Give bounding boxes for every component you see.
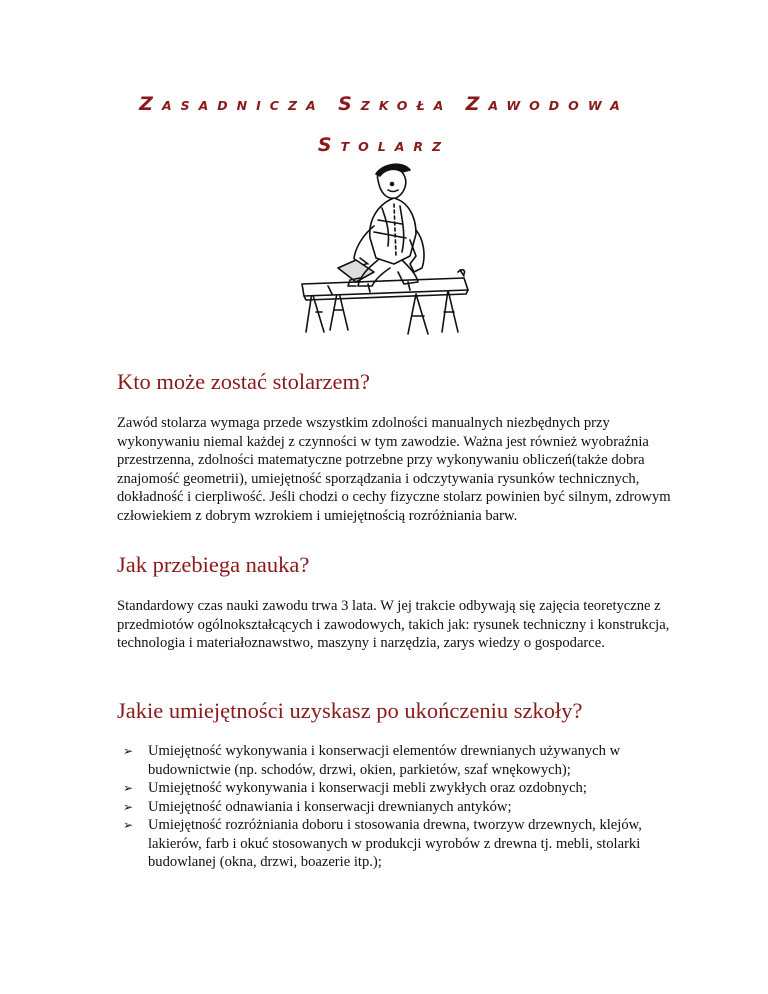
section-text-learning: Standardowy czas nauki zawodu trwa 3 lata. W jej trakcie odbywają się zajęcia teoretyczne z przedmiotów ogólnokształcących i zawodowych, takich jak: rysunek techniczny i konstrukcja, technologia i materiałoznawstwo, maszyny i narzędzia, zarys wiedzy o gospodarce. <box>117 598 670 651</box>
section-heading-skills: Jakie umiejętności uzyskasz po ukończeniu szkoły? <box>117 698 583 723</box>
arrowhead-bullet-icon: ➢ <box>123 781 134 795</box>
title-word: ZASADNICZA <box>139 93 325 115</box>
list-item-text: Umiejętność wykonywania i konserwacji mebli zwykłych oraz ozdobnych; <box>148 780 587 796</box>
list-item <box>123 742 653 779</box>
list-item-text: Umiejętność odnawiania i konserwacji drewnianych antyków; <box>148 798 512 815</box>
title-word: ZAWODOWA <box>465 93 629 115</box>
carpenter-sawing-illustration-icon <box>298 160 474 338</box>
skills-list <box>123 742 653 872</box>
arrowhead-bullet-icon: ➢ <box>123 799 134 814</box>
list-item-text: Umiejętność rozróżniania doboru i stosowania drewna, tworzyw drzewnych, klejów, lakierów, farb i okuć stosowanych w produkcji wyrobów z drewna tj. mebli, stolarki budowlanej (okna, drzwi, boazerie itp.); <box>148 817 642 870</box>
list-item <box>123 779 653 798</box>
section-text-who: Zawód stolarza wymaga przede wszystkim zdolności manualnych niezbędnych przy wykonywaniu niemal każdej z czynności w tym zawodzie. Ważna jest również wyobraźnia przestrzenna, zdolności matematyczne potrzebne przy wykonywaniu obliczeń(także dobra znajomość geometrii), umiejętność sporządzania i odczytywania rysunków technicznych, dokładność i cierpliwość. Jeśli chodzi o cechy fizyczne stolarz powinien być silnym, zdrowym człowiekiem z dobrym wzrokiem i umiejętnością rozróżniania barw. <box>117 415 671 524</box>
list-item <box>123 816 653 872</box>
title-word: STOLARZ <box>317 134 451 156</box>
school-title <box>0 93 768 115</box>
title-word: SZKOŁA <box>338 93 453 115</box>
section-heading-learning: Jak przebiega nauka? <box>117 552 310 577</box>
list-item-text: Umiejętność wykonywania i konserwacji elementów drewnianych używanych w budownictwie (np. schodów, drzwi, okien, parkietów, szaf wnękowych); <box>148 743 621 778</box>
arrowhead-bullet-icon: ➢ <box>123 744 134 758</box>
list-item <box>123 798 653 817</box>
section-heading-who: Kto może zostać stolarzem? <box>117 369 371 394</box>
profession-title <box>0 134 768 156</box>
arrowhead-bullet-icon: ➢ <box>123 818 134 832</box>
